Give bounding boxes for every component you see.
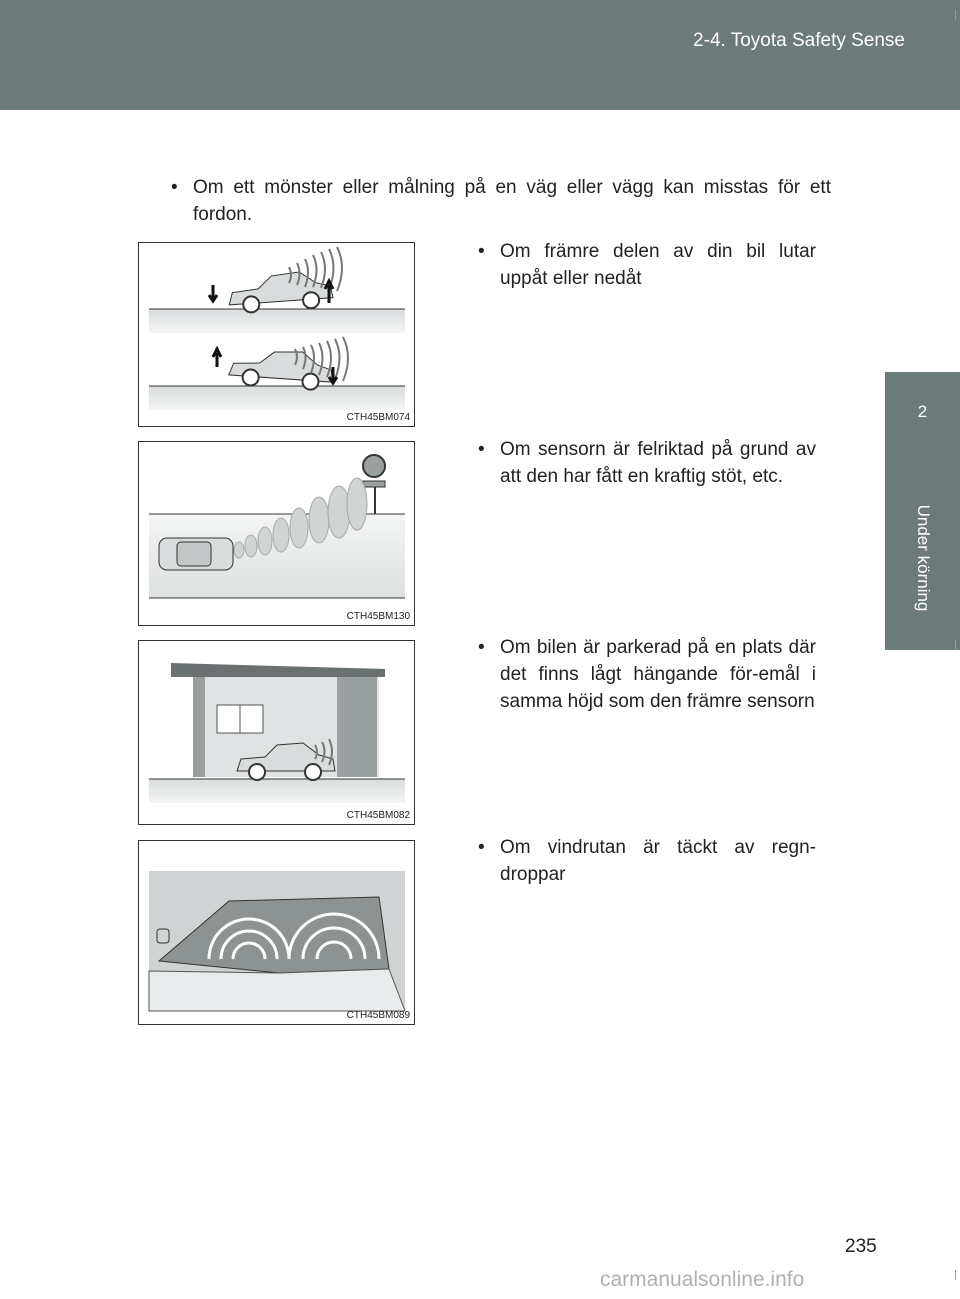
- chapter-number: 2: [917, 402, 928, 421]
- bullet-mark: •: [478, 837, 485, 858]
- figure-2-text: [478, 436, 816, 490]
- figure-code: CTH45BM074: [346, 412, 410, 423]
- crop-mark: [955, 1270, 956, 1280]
- figure-code: CTH45BM130: [346, 611, 410, 622]
- figure-3-text: [478, 634, 816, 715]
- car-tilt-illustration: [139, 243, 414, 426]
- windshield-rain-illustration: [139, 841, 414, 1024]
- intro-text: Om ett mönster eller målning på en väg eller vägg kan misstas för ett fordon.: [193, 177, 831, 225]
- bullet-mark: •: [478, 241, 485, 262]
- figure-4-text: [478, 834, 816, 888]
- chapter-tab: [885, 372, 960, 466]
- crop-mark: [955, 640, 956, 650]
- sensor-misaligned-illustration: [139, 442, 414, 625]
- crop-mark: [955, 10, 956, 20]
- figure-parked-overhang: [138, 640, 415, 825]
- footer-watermark: carmanualsonline.info: [600, 1268, 805, 1291]
- figure-code: CTH45BM089: [346, 1010, 410, 1021]
- page-number: 235: [845, 1236, 877, 1257]
- figure-windshield-rain: [138, 840, 415, 1025]
- bullet-mark: •: [478, 637, 485, 658]
- intro-bullet: [171, 174, 831, 228]
- figure-1-text: [478, 238, 816, 292]
- bullet-mark: •: [478, 439, 485, 460]
- header-band: [0, 0, 960, 110]
- bullet-text: Om bilen är parkerad på en plats där det finns lågt hängande för-emål i samma höjd som den främre sensorn: [500, 637, 816, 712]
- chapter-strip: [885, 466, 960, 650]
- figure-car-tilt: [138, 242, 415, 427]
- bullet-text: Om främre delen av din bil lutar uppåt eller nedåt: [500, 241, 816, 289]
- bullet-text: Om vindrutan är täckt av regn-droppar: [500, 837, 816, 885]
- figure-code: CTH45BM082: [346, 810, 410, 821]
- figure-sensor-misaligned: [138, 441, 415, 626]
- parked-overhang-illustration: [139, 641, 414, 824]
- bullet-mark: •: [171, 177, 178, 198]
- bullet-text: Om sensorn är felriktad på grund av att den har fått en kraftig stöt, etc.: [500, 439, 816, 487]
- chapter-label: Under körning: [913, 504, 933, 612]
- section-title: 2-4. Toyota Safety Sense: [693, 30, 905, 51]
